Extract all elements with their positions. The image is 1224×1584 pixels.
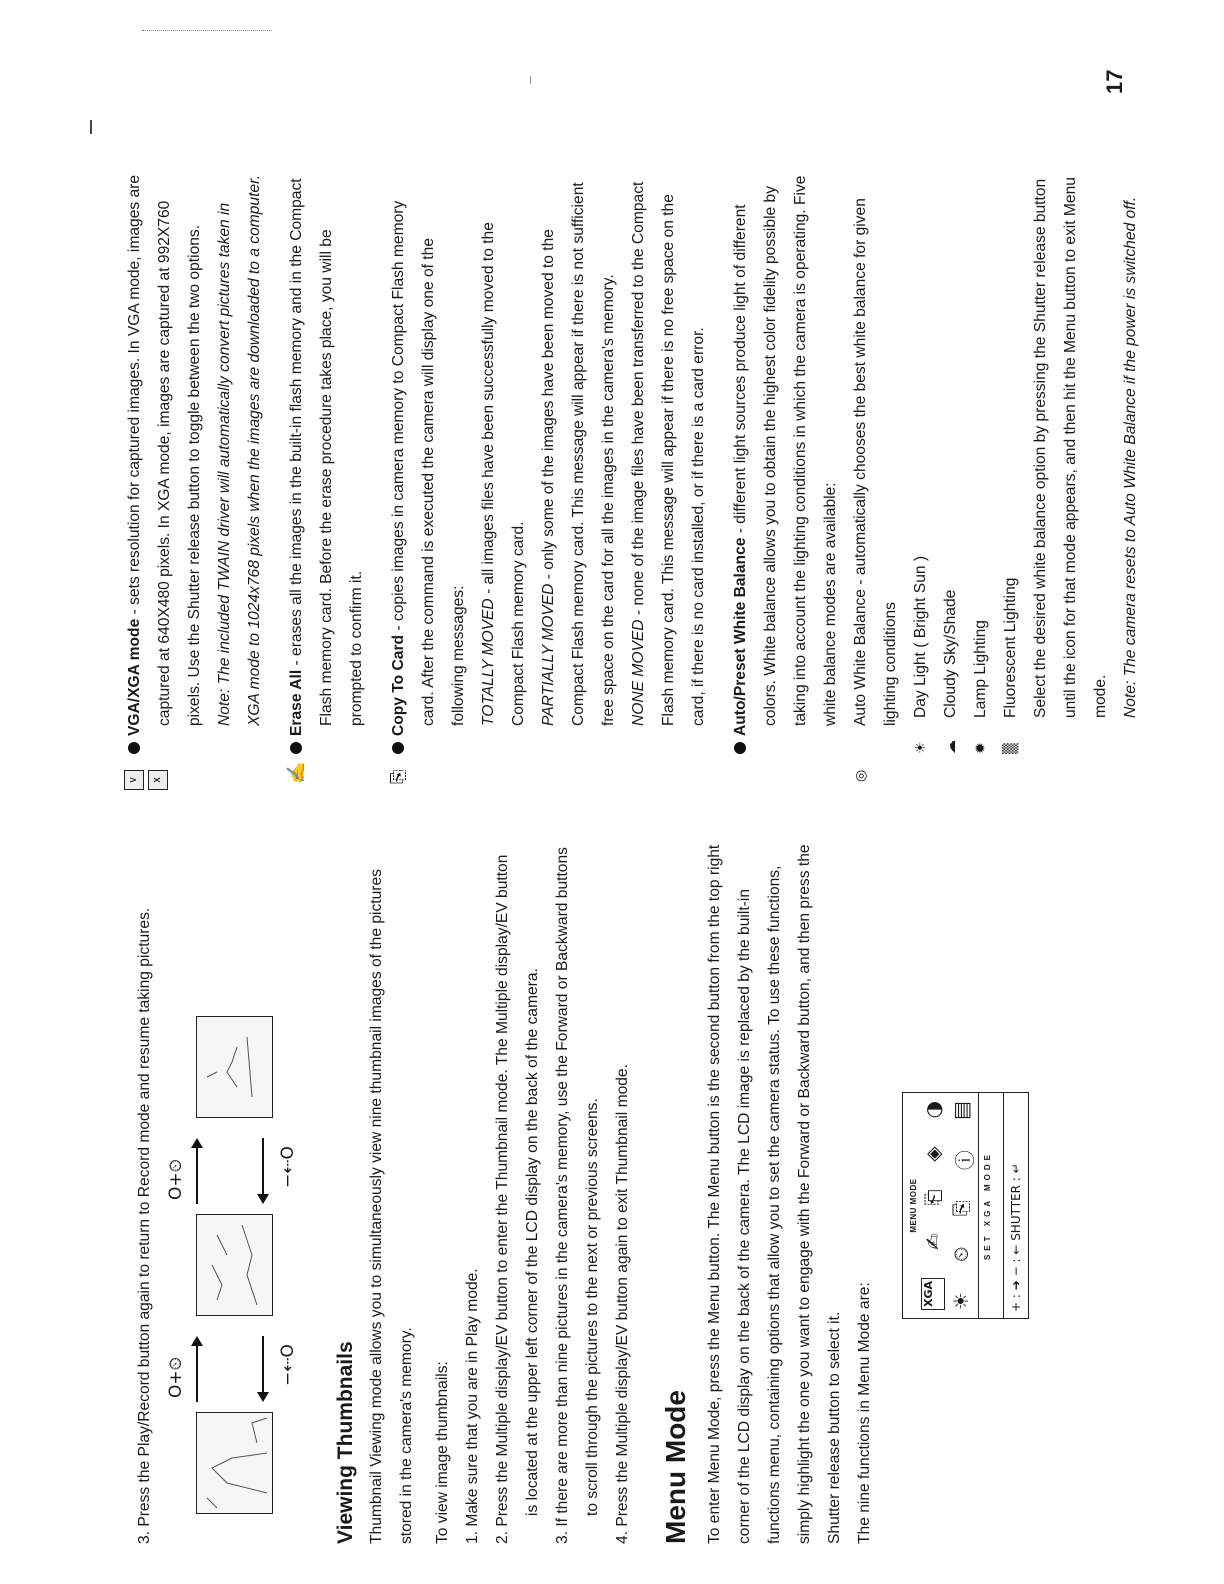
bullet-icon (290, 742, 302, 754)
bullet-icon (128, 742, 140, 754)
step-item: 2. Press the Multiple display/EV button to enter the Thumbnail mode. The Multiple display/EV button is located at the upper left corner of the LCD display on the back of the camera. (494, 854, 541, 1544)
wb-mode-lamp (966, 174, 996, 754)
copy-to-card-icon: ⎗ (921, 1189, 945, 1206)
wb-mode-daylight (906, 174, 936, 754)
forward-label-2: O+⏲ (166, 1159, 186, 1200)
menu-mode-heading: Menu Mode (660, 1390, 691, 1544)
erase-all-title: Erase All (288, 669, 305, 736)
white-balance-item (726, 174, 1146, 782)
message-totally-moved (474, 174, 534, 754)
copy-to-card-text: - copies images in camera memory to Compact Flash memory card. After the command is executed the camera will display one of the following messages: (390, 200, 467, 726)
scan-dotted-mark (142, 28, 272, 31)
copy-icon: ⎘ (949, 1200, 973, 1217)
message-text: - only some of the images have been moved to the Compact Flash memory card. This message will appear if there is not sufficient free space on the card for all the images in the camera's memory. (540, 182, 617, 726)
thumbnail-figure (166, 844, 316, 1516)
contrast-icon: ◑ (921, 1101, 945, 1119)
lcd-menu-figure (902, 1092, 1029, 1319)
wb-mode-label: Fluorescent Lighting (1002, 577, 1019, 718)
lamp-icon: ✹ (973, 742, 989, 754)
exit-icon: ▤ (949, 1101, 973, 1120)
xga-icon: XGA (921, 1278, 945, 1310)
page-number: 17 (1102, 69, 1127, 94)
thumbnail-image-1 (196, 1412, 273, 1514)
message-label: TOTALLY MOVED (480, 598, 497, 726)
lcd-icon-row (921, 1101, 945, 1310)
copy-to-card-item (384, 174, 714, 784)
message-label: PARTIALLY MOVED (540, 583, 557, 726)
wb-mode-auto (846, 174, 906, 782)
erase-all-item (282, 174, 372, 784)
forward-label-1: O+⏲ (166, 1357, 186, 1398)
brightness-icon: ☀ (949, 1292, 973, 1310)
step-3-text: 3. Press the Play/Record button again to return to Record mode and resume taking pictures. (136, 907, 153, 1544)
bullet-icon (734, 742, 746, 754)
white-balance-icon: ◈ (921, 1146, 945, 1162)
left-column (130, 844, 1039, 1544)
step-item: 4. Press the Multiple display/EV button again to exit Thumbnail mode. (614, 1064, 631, 1544)
nine-functions-text: The nine functions in Menu Mode are: (856, 1282, 873, 1544)
scan-mark (90, 120, 92, 134)
lcd-nav-legend: + : ➔ − : ← SHUTTER : ↵ (1003, 1093, 1028, 1318)
cloud-icon: ☁ (943, 740, 959, 754)
back-label-1: −⇠O (278, 1344, 298, 1386)
wb-note: Note: The camera resets to Auto White Balance if the power is switched off. (1122, 196, 1139, 718)
copy-to-card-icon: ⎘ (388, 769, 408, 784)
vga-xga-icon: V X (124, 764, 164, 784)
message-none-moved (624, 174, 714, 754)
erase-icon: ✍ (921, 1233, 945, 1251)
wb-mode-label: Day Light ( Bright Sun ) (912, 555, 929, 718)
lcd-title: MENU MODE (909, 1178, 918, 1233)
menu-intro: To enter Menu Mode, press the Menu button. The Menu button is the second button from the top right corner of the LCD display on the back of the camera. The LCD image is replaced by the built-in functions menu, containing options that allow you to set the camera status. To use these functions, simply highlight the one you want to engage with the Forward or Backward button, and then press the Shutter release button to select it. (706, 844, 843, 1544)
erase-all-icon: ✍ (286, 761, 306, 784)
step-item: 3. If there are more than nine pictures in the camera's memory, use the Forward or Backward buttons to scroll through the pictures to the next or previous screens. (554, 847, 601, 1544)
vga-xga-title: VGA/XGA mode (126, 618, 143, 736)
wb-select-text: Select the desired white balance option by pressing the Shutter release button until the icon for that mode appears, and then hit the Menu button to exit Menu mode. (1032, 177, 1109, 718)
back-label-2: −⇠O (278, 1146, 298, 1188)
thumbnail-image-3 (196, 1016, 273, 1118)
message-text: - all images files have been successfully moved to the Compact Flash memory card. (480, 222, 527, 726)
wb-mode-fluorescent (996, 174, 1026, 754)
wb-mode-label: Lamp Lighting (972, 620, 989, 718)
message-text: - none of the image files have been transferred to the Compact Flash memory card. This message will appear if there is no free space on the card, if there is no card installed, or if there is a card error. (630, 181, 707, 726)
fluorescent-icon: ▒ (1003, 743, 1019, 754)
vga-xga-note: Note: The included TWAIN driver will automatically convert pictures taken in XGA mode to 1024x768 pixels when the images are downloaded to a computer. (216, 174, 263, 726)
white-balance-text: - different light sources produce light of different colors. White balance allows you to obtain the highest color fidelity possible by taking into account the lighting conditions in which the camera is operating. Five white balance modes are available: (732, 175, 839, 726)
arrow-left-icon (256, 1334, 270, 1404)
sun-icon: ☀ (913, 741, 929, 754)
copy-to-card-title: Copy To Card (390, 634, 407, 736)
viewing-intro: Thumbnail Viewing mode allows you to simultaneously view nine thumbnail images of the pictures stored in the camera's memory. (368, 869, 415, 1544)
scan-mark (530, 76, 531, 84)
white-balance-title: Auto/Preset White Balance (732, 537, 749, 736)
info-icon: ⓘ (953, 1150, 977, 1171)
vga-xga-text: - sets resolution for captured images. In VGA mode, images are captured at 640X480 pixels. In XGA mode, images are captured at 992X760 pixels. Use the Shutter release button to toggle between the two options. (126, 174, 203, 726)
wb-mode-label: Cloudy Sky/Shade (942, 589, 959, 718)
viewing-thumbnails-heading: Viewing Thumbnails (334, 1341, 357, 1544)
lcd-icon-row (949, 1101, 978, 1310)
message-partially-moved (534, 174, 624, 754)
arrow-left-icon (256, 1136, 270, 1206)
erase-all-text: - erases all the images in the built-in flash memory and in the Compact Flash memory card. Before the erase procedure takes place, you will be prompted to confirm it. (288, 178, 365, 726)
lcd-status-text: SET XGA MODE (978, 1093, 997, 1318)
timer-icon: ⏲ (949, 1246, 973, 1262)
to-view-text: To view image thumbnails: (434, 1361, 451, 1544)
right-column (108, 174, 1146, 784)
step-item: 1. Make sure that you are in Play mode. (464, 1268, 481, 1544)
thumbnail-image-2 (196, 1214, 273, 1316)
wb-mode-cloudy (936, 174, 966, 754)
auto-wb-icon: ◎ (853, 769, 869, 782)
message-label: NONE MOVED (630, 619, 647, 726)
bullet-icon (392, 742, 404, 754)
wb-mode-label: Auto White Balance - automatically chooses the best white balance for given lighting conditions (852, 198, 899, 726)
arrow-right-icon (190, 1334, 204, 1404)
arrow-right-icon (190, 1136, 204, 1206)
vga-xga-item (120, 174, 270, 783)
